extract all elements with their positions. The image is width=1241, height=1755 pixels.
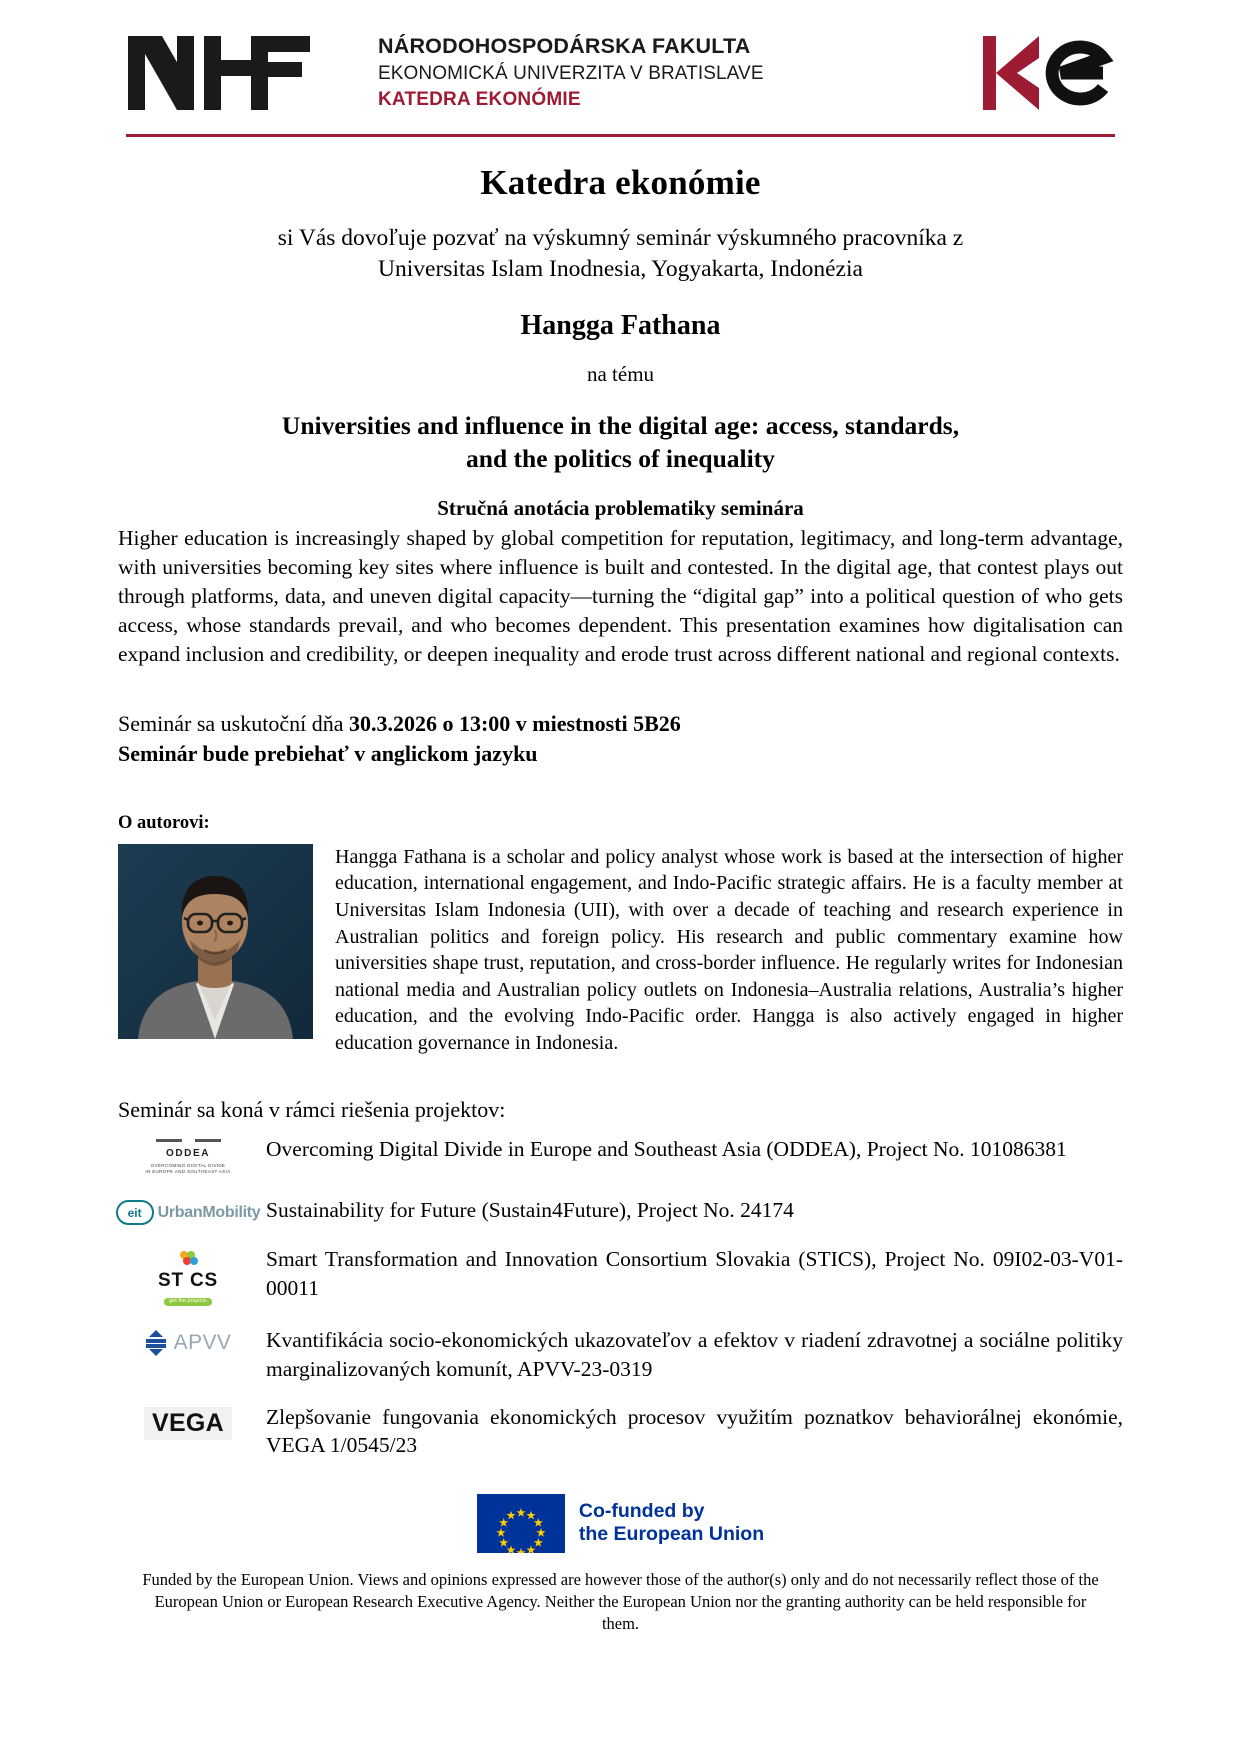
topic-line-1: Universities and influence in the digital age: access, standards, (281, 411, 960, 441)
seminar-datetime-line (118, 709, 1123, 739)
eu-funding-text (579, 1500, 764, 1547)
avatar (118, 844, 313, 1039)
project-item (118, 1245, 1123, 1306)
faculty-name: NÁRODOHOSPODÁRSKA FAKULTA (378, 34, 751, 59)
oddea-logo-icon (118, 1135, 258, 1177)
apvv-wordmark: APVV (173, 1331, 232, 1355)
oddea-logo-subtitle (145, 1163, 230, 1177)
apvv-logo-icon (118, 1326, 258, 1356)
stics-petals-icon (168, 1249, 208, 1267)
stics-logo-icon (118, 1245, 258, 1306)
projects-intro: Seminár sa koná v rámci riešenia projektov: (118, 1096, 506, 1122)
european-union-flag-icon (477, 1494, 565, 1553)
oddea-dashes (145, 1139, 230, 1142)
eit-badge: eit (116, 1200, 154, 1225)
oddea-subtitle-line-1: OVERCOMING DIGITAL DIVIDE (150, 1162, 226, 1168)
project-description: Zlepšovanie fungovania ekonomických procesov využitím poznatkov behaviorálnej ekonómie, VEGA 1/0545/23 (266, 1405, 1123, 1458)
about-author-label: O autorovi: (118, 812, 210, 833)
speaker-name: Hangga Fathana (520, 310, 721, 342)
page-title: Katedra ekonómie (480, 163, 761, 202)
author-bio: Hangga Fathana is a scholar and policy analyst whose work is based at the intersection of higher education, international engagement, and Indo-Pacific strategic affairs. He is a faculty member at Universitas Islam Indonesia (UII), with over a decade of teaching and research experience in Australian politics and foreign policy. His research and public commentary examine how universities shape trust, reputation, and cross-border influence. He regularly writes for Indonesian national media and Australian policy outlets on Indonesia–Australia relations, Australia’s higher education, and the evolving Indo-Pacific order. Hangga is also actively engaged in higher education governance in Indonesia. (335, 845, 1123, 1054)
eit-wordmark: UrbanMobility (157, 1203, 261, 1221)
project-item (118, 1403, 1123, 1460)
project-description: Smart Transformation and Innovation Consortium Slovakia (STICS), Project No. 09I02-03-V01-00011 (266, 1247, 1123, 1300)
project-item (118, 1196, 1123, 1225)
project-description: Kvantifikácia socio-ekonomických ukazovateľov a efektov v riadení zdravotnej a sociálne politiky marginalizovaných komunít, APVV-23-0319 (266, 1328, 1123, 1381)
oddea-subtitle-line-2: IN EUROPE AND SOUTHEAST ASIA (145, 1169, 231, 1175)
seminar-datetime-room: 30.3.2026 o 13:00 v miestnosti 5B26 (348, 711, 681, 737)
invitation-line-2: Universitas Islam Inodnesia, Yogyakarta, Indonézia (378, 255, 863, 282)
invitation-line-1: si Vás dovoľuje pozvať na výskumný seminár výskumného pracovníka z (277, 225, 964, 251)
project-item (118, 1135, 1123, 1177)
stics-tagline: get the projects (164, 1298, 212, 1307)
apvv-diamond-icon (145, 1330, 167, 1356)
faculty-titles (378, 34, 977, 111)
invitation-text (118, 223, 1123, 284)
eu-funding-block (118, 1494, 1123, 1553)
eu-funding-line-2: the European Union (578, 1523, 765, 1546)
nhf-logo-icon (126, 30, 326, 116)
project-description: Overcoming Digital Divide in Europe and Southeast Asia (ODDEA), Project No. 101086381 (266, 1136, 1067, 1161)
eit-urban-mobility-logo-icon (118, 1196, 261, 1225)
abstract-heading: Stručná anotácia problematiky seminára (437, 496, 804, 521)
page-header (118, 0, 1123, 120)
seminar-logistics (118, 709, 1123, 768)
header-divider (126, 134, 1115, 137)
oddea-logo-title: ODDEA (165, 1147, 211, 1159)
topic-line-2: and the politics of inequality (466, 444, 775, 474)
vega-wordmark: VEGA (144, 1407, 232, 1440)
university-name: EKONOMICKÁ UNIVERZITA V BRATISLAVE (378, 62, 764, 84)
department-name: KATEDRA EKONÓMIE (378, 89, 581, 111)
stics-wordmark: ST CS (158, 1270, 218, 1292)
kte-logo-icon (977, 32, 1117, 114)
vega-logo-icon (118, 1403, 258, 1440)
project-item (118, 1326, 1123, 1383)
project-description: Sustainability for Future (Sustain4Future), Project No. 24174 (266, 1198, 794, 1223)
seminar-language-note: Seminár bude prebiehať v anglickom jazyku (118, 741, 538, 767)
eu-funding-line-1: Co-funded by (578, 1499, 705, 1522)
seminar-topic (118, 409, 1123, 475)
logistics-prefix: Seminár sa uskutoční dňa (118, 711, 349, 737)
author-section (118, 844, 1123, 1057)
eu-disclaimer: Funded by the European Union. Views and opinions expressed are however those of the author(s) only and do not necessarily reflect those of the European Union or European Research Executive Agency. Neither the European Union nor the granting authority can be held responsible for them. (142, 1569, 1099, 1634)
on-topic-label: na tému (586, 362, 655, 387)
abstract-body: Higher education is increasingly shaped by global competition for reputation, legitimacy, and long-term advantage, with universities becoming key sites where influence is built and contested. In the digital age, that contest plays out through platforms, data, and uneven digital capacity—turning the “digital gap” into a political question of who gets access, whose standards prevail, and who becomes dependent. This presentation examines how digitalisation can expand inclusion and credibility, or deepen inequality and erode trust across different national and regional contexts. (118, 526, 1123, 667)
